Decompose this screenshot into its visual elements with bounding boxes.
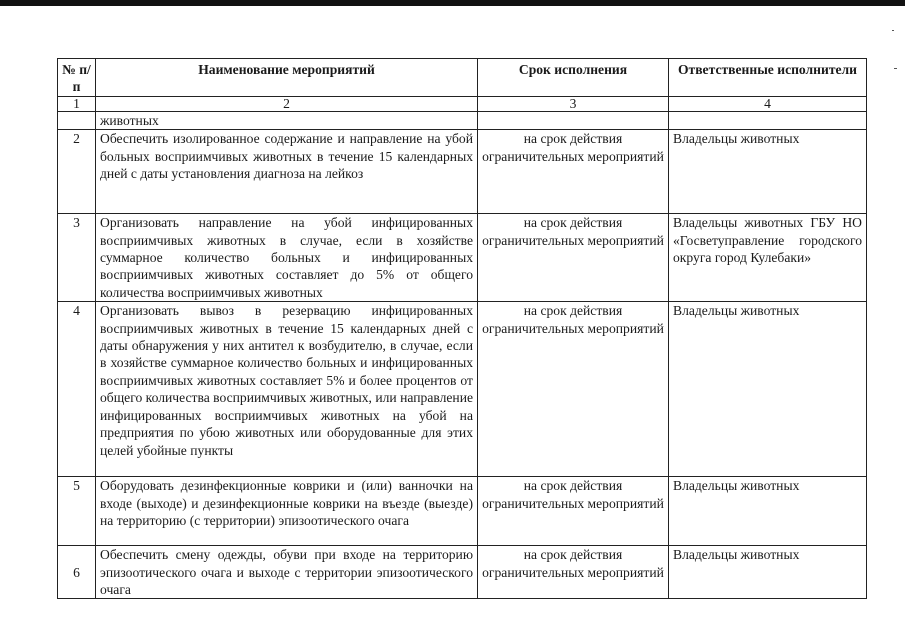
scan-speck: [892, 30, 894, 31]
table-row: [58, 130, 867, 214]
table-row: [58, 477, 867, 546]
row-number: 4: [58, 302, 96, 477]
column-index: 3: [478, 96, 669, 111]
measure-term: на срок действия ограничительных мероприятий: [478, 130, 669, 214]
header-responsible: Ответственные исполнители: [669, 59, 867, 97]
measure-term: на срок действия ограничительных мероприятий: [478, 546, 669, 599]
measure-name: животных: [96, 111, 478, 129]
column-index-row: [58, 96, 867, 111]
header-row: [58, 59, 867, 97]
measure-responsible: [669, 111, 867, 129]
scan-top-border: [0, 0, 905, 6]
measure-name: Организовать вывоз в резервацию инфицированных восприимчивых животных в течение 15 календарных дней с даты обнаружения у них антител к возбудителю, в случае, если в хозяйстве суммарное количество больных и инфицированных восприимчивых животных составляет 5% и более процентов от общего количества восприимчивых животных, или направление инфицированных восприимчивых животных на убой на предприятия по убою животных или оборудованные для этих целей убойные пункты: [96, 302, 478, 477]
row-number: 5: [58, 477, 96, 546]
header-term: Срок исполнения: [478, 59, 669, 97]
measure-responsible: Владельцы животных: [669, 302, 867, 477]
table-row: [58, 214, 867, 302]
table-row: [58, 111, 867, 129]
measure-responsible: Владельцы животных: [669, 546, 867, 599]
row-number: [58, 111, 96, 129]
measure-name: Обеспечить смену одежды, обуви при входе на территорию эпизоотического очага и выходе с территории эпизоотического очага: [96, 546, 478, 599]
measure-term: на срок действия ограничительных мероприятий: [478, 302, 669, 477]
measure-responsible: Владельцы животных: [669, 477, 867, 546]
measure-name: Организовать направление на убой инфицированных восприимчивых животных в случае, если в хозяйстве суммарное количество больных и инфицированных восприимчивых животных составляет до 5% от общего количества восприимчивых животных: [96, 214, 478, 302]
table-row: [58, 302, 867, 477]
row-number: 6: [58, 546, 96, 599]
scan-speck: [894, 68, 897, 69]
row-number: 3: [58, 214, 96, 302]
column-index: 4: [669, 96, 867, 111]
measure-responsible: Владельцы животных: [669, 130, 867, 214]
column-index: 2: [96, 96, 478, 111]
header-num: № п/п: [58, 59, 96, 97]
measure-term: на срок действия ограничительных мероприятий: [478, 477, 669, 546]
table-row: [58, 546, 867, 599]
column-index: 1: [58, 96, 96, 111]
measure-name: Оборудовать дезинфекционные коврики и (или) ванночки на входе (выходе) и дезинфекционные коврики на въезде (выезде) на территорию (с территории) эпизоотического очага: [96, 477, 478, 546]
measure-name: Обеспечить изолированное содержание и направление на убой больных восприимчивых животных в течение 15 календарных дней с даты установления диагноза на лейкоз: [96, 130, 478, 214]
measure-responsible: Владельцы животных ГБУ НО «Госветуправление городского округа город Кулебаки»: [669, 214, 867, 302]
row-number: 2: [58, 130, 96, 214]
measures-table: [57, 58, 867, 599]
measure-term: на срок действия ограничительных мероприятий: [478, 214, 669, 302]
header-name: Наименование мероприятий: [96, 59, 478, 97]
measure-term: [478, 111, 669, 129]
